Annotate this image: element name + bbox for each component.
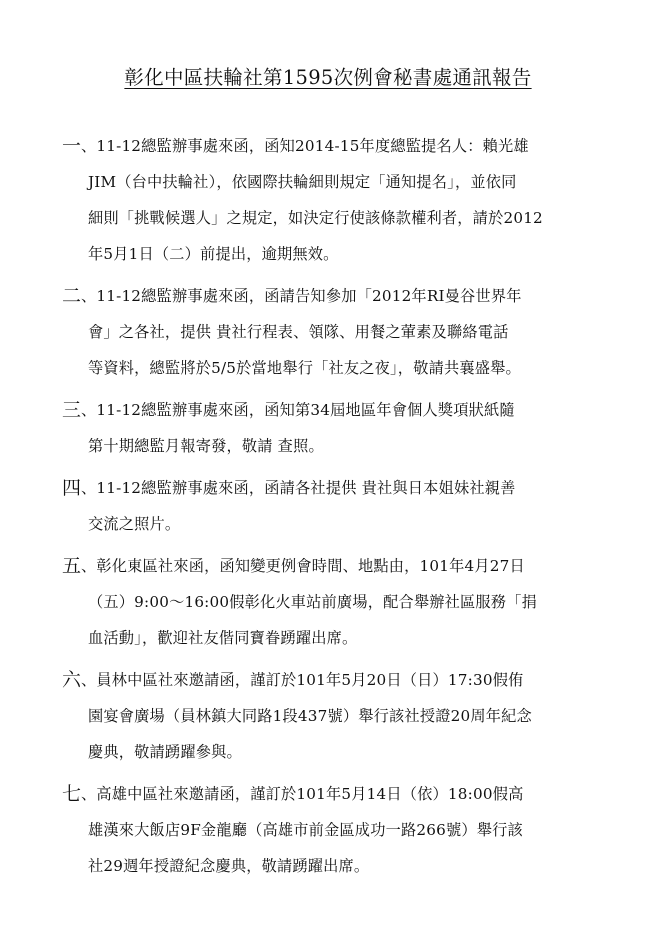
report-item (0, 776, 656, 884)
report-item-text: JIM（台中扶輪社），依國際扶輪細則規定「通知提名」，並依同 (88, 173, 517, 191)
document-title-text: 彰化中區扶輪社第1595次例會秘書處通訊報告 (124, 66, 532, 89)
document-title (0, 62, 656, 90)
report-item-line (0, 392, 656, 428)
report-item-line (0, 848, 656, 884)
report-item-line (0, 314, 656, 350)
report-item-text: 等資料，總監將於5/5於當地舉行「社友之夜」，敬請共襄盛舉。 (88, 359, 521, 377)
report-item-line (0, 470, 656, 506)
report-item-text: 年5月1日（二）前提出，逾期無效。 (88, 245, 339, 263)
report-item (0, 128, 656, 272)
report-item-number: 六 (62, 669, 82, 691)
report-item-text: 細則「挑戰候選人」之規定，如決定行使該條款權利者，請於2012 (88, 209, 543, 227)
report-item-text: 會」之各社，提供 貴社行程表、領隊、用餐之葷素及聯絡電話 (88, 323, 509, 341)
report-item (0, 470, 656, 542)
report-item-line (0, 776, 656, 812)
report-item-text: 交流之照片。 (88, 515, 181, 533)
report-item-text: 、員林中區社來邀請函，謹訂於101年5月20日（日）17:30假侑 (81, 671, 524, 689)
report-item-text: 雄漢來大飯店9F金龍廳（高雄市前金區成功一路266號）舉行該 (88, 821, 523, 839)
report-item (0, 392, 656, 464)
report-item (0, 548, 656, 656)
report-item (0, 278, 656, 386)
report-item-line (0, 548, 656, 584)
report-item-line (0, 128, 656, 164)
report-item-text: 第十期總監月報寄發，敬請 查照。 (88, 437, 324, 455)
report-item-line (0, 164, 656, 200)
report-item-text: 、11-12總監辦事處來函，函知第34屆地區年會個人獎項狀紙隨 (81, 401, 515, 419)
report-item (0, 662, 656, 770)
report-item-line (0, 236, 656, 272)
report-item-number: 三 (62, 399, 82, 421)
report-item-line (0, 506, 656, 542)
report-item-line (0, 584, 656, 620)
report-item-line (0, 200, 656, 236)
report-item-number: 四 (62, 477, 82, 499)
report-item-number: 五 (62, 555, 82, 577)
report-item-line (0, 428, 656, 464)
report-item-text: 、11-12總監辦事處來函，函請各社提供 貴社與日本姐妹社親善 (81, 479, 516, 497)
report-item-text: 血活動」，歡迎社友偕同寶眷踴躍出席。 (88, 629, 358, 647)
report-item-text: 、11-12總監辦事處來函，函請告知參加「2012年RI曼谷世界年 (81, 287, 522, 305)
report-item-line (0, 812, 656, 848)
report-item-number: 一 (62, 135, 82, 157)
report-item-text: 、高雄中區社來邀請函，謹訂於101年5月14日（依）18:00假高 (81, 785, 524, 803)
report-item-text: 社29週年授證紀念慶典，敬請踴躍出席。 (88, 857, 370, 875)
report-item-line (0, 278, 656, 314)
report-item-text: 、彰化東區社來函，函知變更例會時間、地點由，101年4月27日 (81, 557, 525, 575)
report-item-number: 七 (62, 783, 82, 805)
report-item-line (0, 734, 656, 770)
report-items-list (0, 128, 656, 890)
report-item-text: （五）9:00～16:00假彰化火車站前廣場，配合舉辦社區服務「捐 (88, 593, 537, 611)
report-item-line (0, 350, 656, 386)
report-item-text: 、11-12總監辦事處來函，函知2014-15年度總監提名人：賴光雄 (81, 137, 529, 155)
report-item-number: 二 (62, 285, 82, 307)
report-item-line (0, 620, 656, 656)
report-item-line (0, 698, 656, 734)
report-item-text: 園宴會廣場（員林鎮大同路1段437號）舉行該社授證20周年紀念 (88, 707, 532, 725)
report-item-line (0, 662, 656, 698)
report-item-text: 慶典，敬請踴躍參與。 (88, 743, 242, 761)
